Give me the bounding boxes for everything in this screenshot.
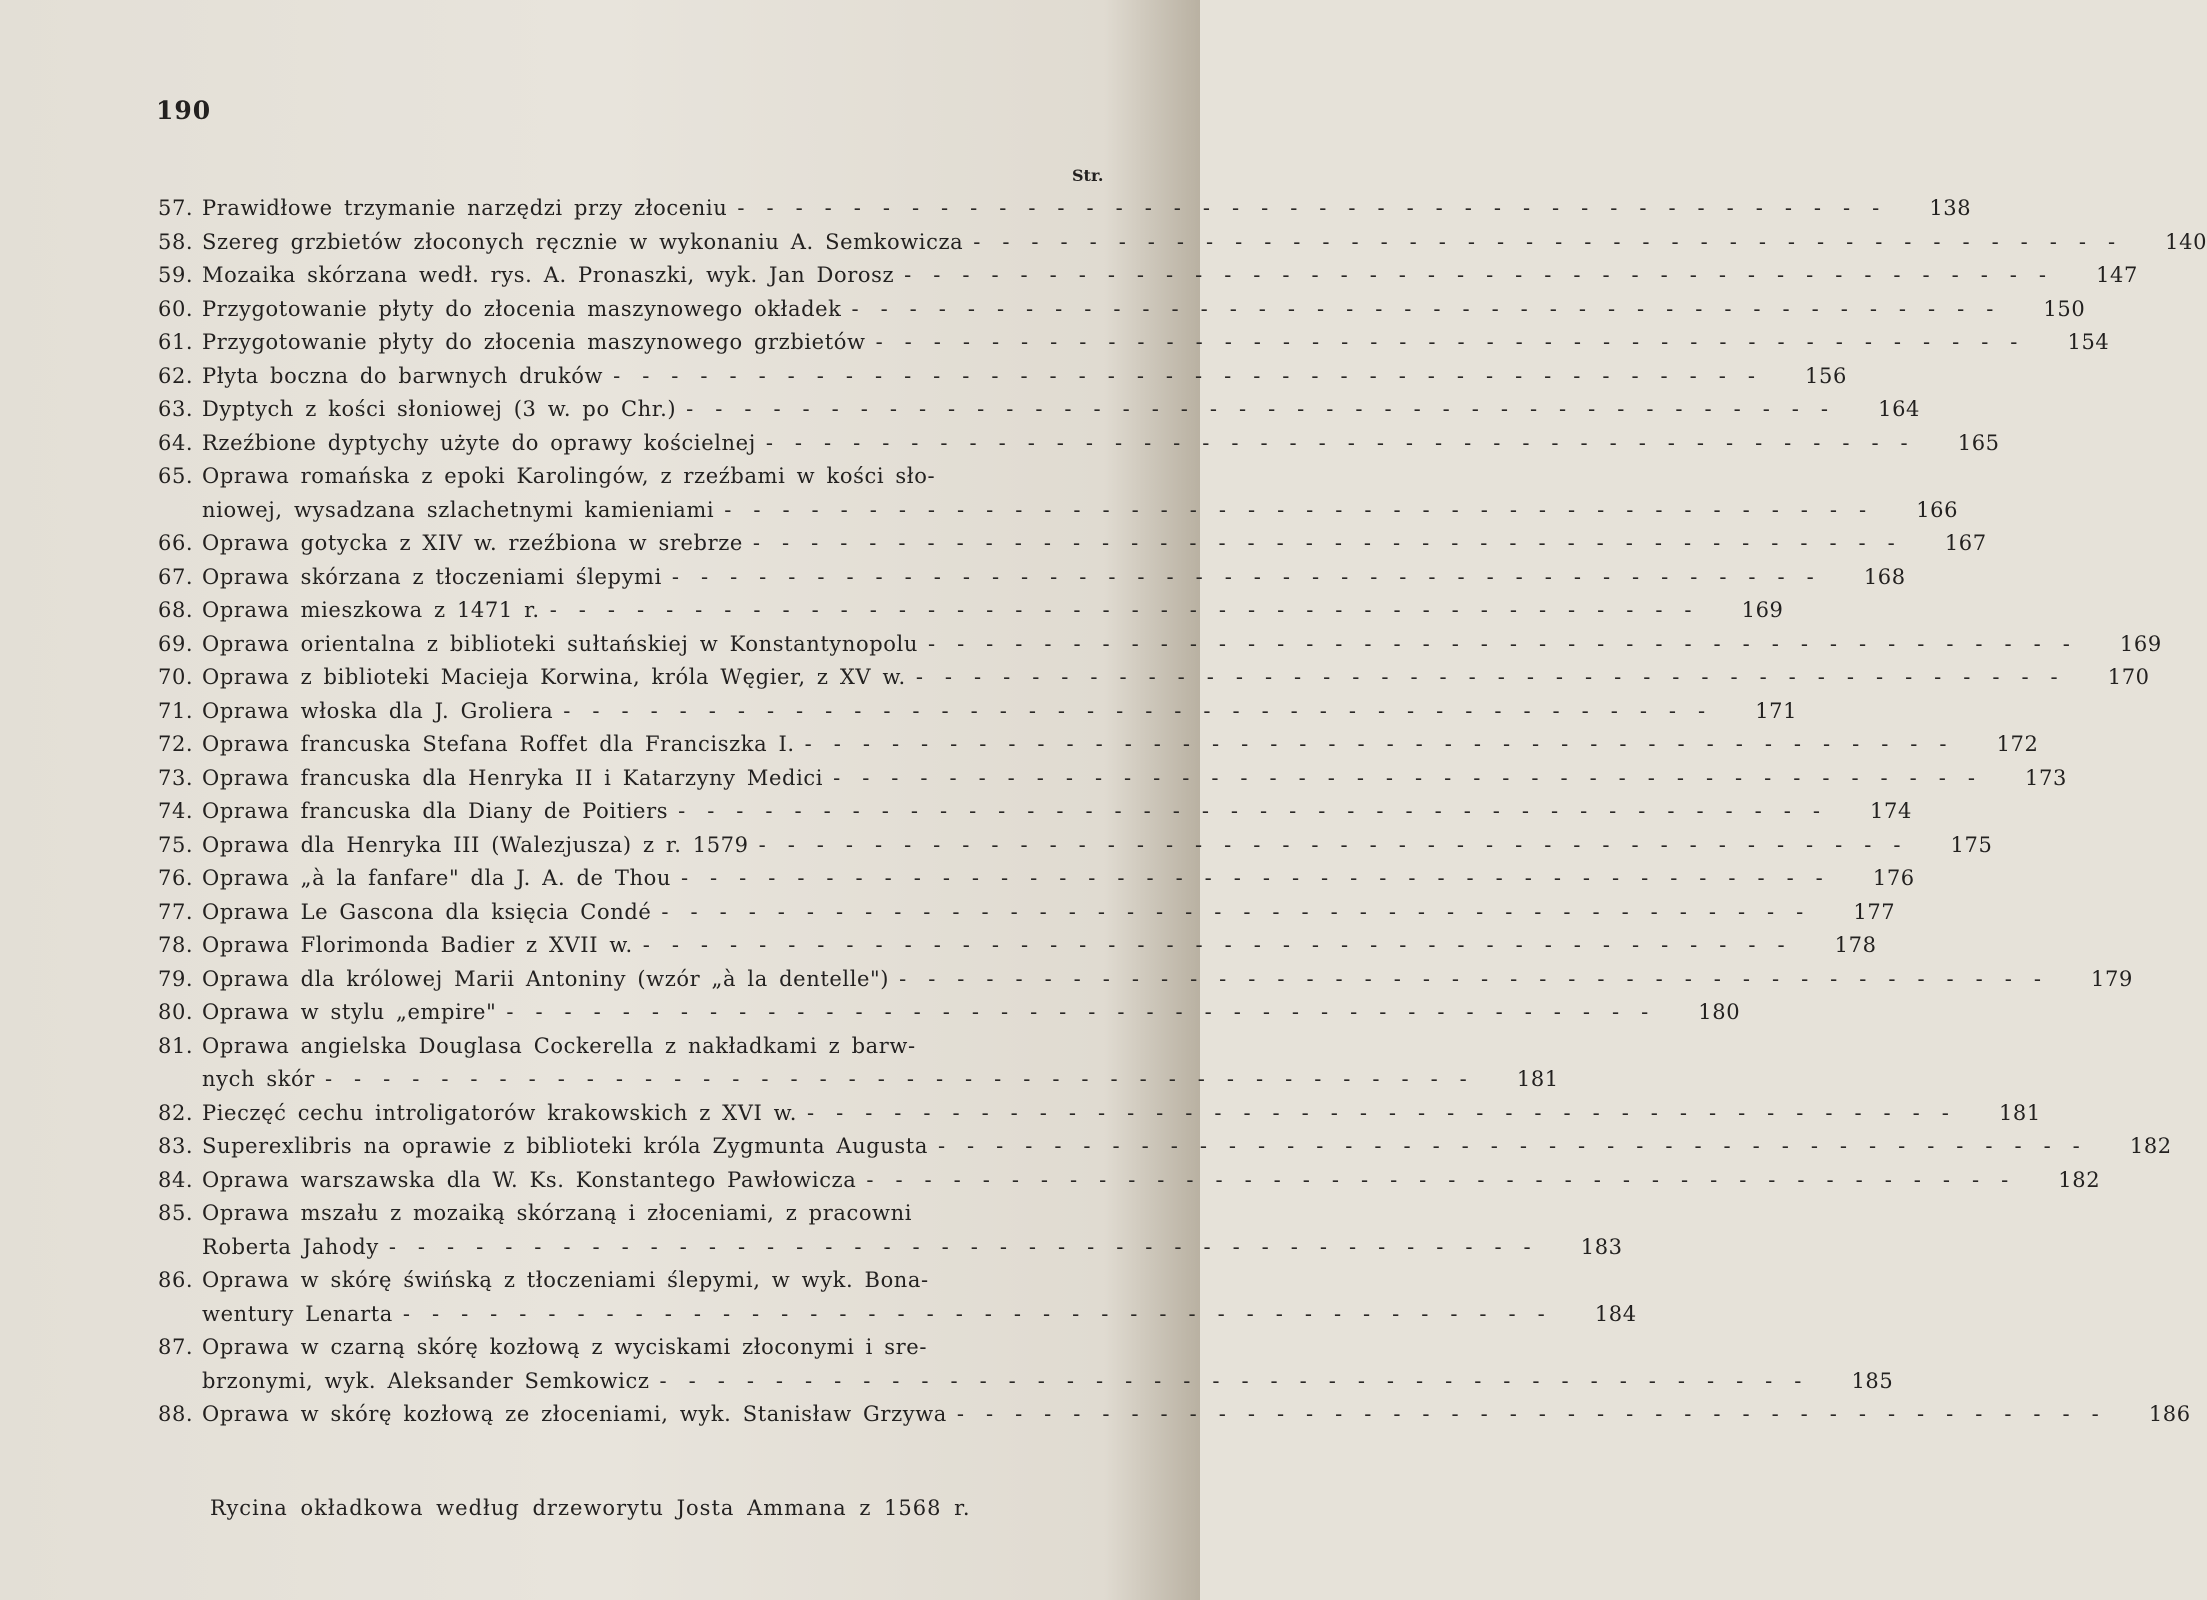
entry-last-line xyxy=(202,795,1912,829)
entry-title-line: Pieczęć cechu introligatorów krakowskich z XVI w. xyxy=(202,1100,798,1125)
entry-title-line: Oprawa francuska dla Henryka II i Katarzyny Medici xyxy=(202,765,824,790)
entry-title-line: Oprawa w stylu „empire" xyxy=(202,1000,497,1024)
entry-number: 81. xyxy=(158,1033,194,1058)
list-entry xyxy=(158,1097,2041,1131)
entry-page: 171 xyxy=(1755,698,1798,723)
entry-number: 85. xyxy=(158,1201,194,1225)
entry-page: 181 xyxy=(1998,1100,2041,1125)
entry-last-line xyxy=(202,527,1987,561)
entry-title-line: Oprawa włoska dla J. Groliera xyxy=(202,698,554,723)
list-entry xyxy=(158,1030,1559,1097)
list-entry xyxy=(158,460,1959,527)
entry-last-line xyxy=(202,293,2085,327)
list-entry xyxy=(158,192,1972,226)
entry-title-line: Oprawa w czarną skórę kozłową z wyciskami złoconymi i sre- xyxy=(202,1335,928,1359)
entry-last-line xyxy=(202,963,2133,997)
entry-body xyxy=(202,728,2038,762)
dot-leader: ---------------------------------------- xyxy=(563,698,1728,723)
entry-number: 65. xyxy=(158,464,194,488)
list-entry xyxy=(158,695,1798,729)
dot-leader: ---------------------------------------- xyxy=(724,497,1889,522)
entry-body xyxy=(202,192,1971,226)
entry-title-line: Przygotowanie płyty do złocenia maszynowego okładek xyxy=(202,296,842,321)
entry-title-line: niowej, wysadzana szlachetnymi kamieniami xyxy=(202,497,715,522)
entry-page: 168 xyxy=(1863,564,1906,589)
entry-number: 71. xyxy=(158,698,194,723)
list-entry xyxy=(158,795,1912,829)
entry-last-line xyxy=(202,1398,2191,1432)
entry-page: 156 xyxy=(1805,363,1847,388)
entry-page: 165 xyxy=(1957,430,2000,455)
entry-number: 79. xyxy=(158,966,194,991)
entry-number: 63. xyxy=(158,397,194,421)
entry-last-line xyxy=(202,393,1920,427)
entry-last-line xyxy=(202,829,1992,863)
entry-page: 147 xyxy=(2096,263,2138,287)
list-entry xyxy=(158,1331,1894,1398)
entry-last-line xyxy=(202,628,2162,662)
entry-page: 170 xyxy=(2107,665,2150,689)
list-entry xyxy=(158,1264,1637,1331)
entry-body xyxy=(202,1164,2100,1198)
entry-last-line xyxy=(202,996,1740,1030)
list-entry xyxy=(158,1398,2191,1432)
entry-number: 77. xyxy=(158,899,194,924)
dot-leader: ---------------------------------------- xyxy=(388,1234,1553,1259)
dot-leader: ---------------------------------------- xyxy=(904,263,2068,287)
entry-title-line: Rzeźbione dyptychy użyte do oprawy kościelnej xyxy=(202,430,756,455)
dot-leader: ---------------------------------------- xyxy=(549,598,1714,622)
entry-page: 169 xyxy=(1741,598,1784,622)
entry-last-line xyxy=(202,1063,1559,1097)
entry-last-line xyxy=(202,226,2207,260)
entry-title-line: Oprawa Le Gascona dla księcia Condé xyxy=(202,899,652,924)
entry-number: 84. xyxy=(158,1167,194,1192)
entry-body xyxy=(202,862,1915,896)
entry-body xyxy=(202,293,2085,327)
list-entry xyxy=(158,226,2207,260)
list-entry xyxy=(158,628,2162,662)
dot-leader: ---------------------------------------- xyxy=(899,966,2063,991)
entry-body xyxy=(202,1097,2041,1131)
entry-number: 64. xyxy=(158,430,194,455)
entry-body xyxy=(202,1197,1623,1264)
list-entry xyxy=(158,360,1847,394)
entry-last-line xyxy=(202,929,1877,963)
entry-page: 180 xyxy=(1698,1000,1741,1024)
list-entry xyxy=(158,1130,2172,1164)
entry-body xyxy=(202,527,1987,561)
entry-body xyxy=(202,427,2000,461)
entry-title-line: Szereg grzbietów złoconych ręcznie w wykonaniu A. Semkowicza xyxy=(202,229,964,254)
entry-last-line xyxy=(202,594,1784,628)
entry-page: 140 xyxy=(2165,229,2207,254)
list-entry xyxy=(158,728,2039,762)
entry-number: 87. xyxy=(158,1335,194,1359)
entry-page: 169 xyxy=(2119,631,2162,656)
entry-page: 181 xyxy=(1516,1067,1559,1091)
entry-last-line xyxy=(202,1164,2100,1198)
entry-page: 174 xyxy=(1870,799,1912,823)
list-entry xyxy=(158,1197,1623,1264)
list-entry xyxy=(158,829,1993,863)
dot-leader: ---------------------------------------- xyxy=(915,665,2080,689)
page-number: 190 xyxy=(156,96,212,125)
entry-number: 83. xyxy=(158,1134,194,1158)
entry-page: 138 xyxy=(1929,196,1972,220)
entry-title-line: Oprawa orientalna z biblioteki sułtańskiej w Konstantynopolu xyxy=(202,631,918,656)
entry-last-line xyxy=(202,192,1971,226)
page-column-header: Str. xyxy=(1072,166,1104,185)
entry-last-line xyxy=(202,360,1847,394)
entry-title-line: brzonymi, wyk. Aleksander Semkowicz xyxy=(202,1368,650,1393)
list-entry xyxy=(158,862,1915,896)
entry-number: 67. xyxy=(158,564,194,589)
entry-body xyxy=(202,326,2109,360)
list-entry xyxy=(158,661,2150,695)
dot-leader: ---------------------------------------- xyxy=(973,229,2138,254)
entry-number: 60. xyxy=(158,296,194,321)
dot-leader: ---------------------------------------- xyxy=(765,430,1930,455)
entry-number: 76. xyxy=(158,866,194,890)
entry-body xyxy=(202,762,2067,796)
entry-number: 58. xyxy=(158,229,194,254)
entry-last-line xyxy=(202,1097,2041,1131)
entry-last-line xyxy=(202,1298,1637,1332)
dot-leader: ---------------------------------------- xyxy=(737,196,1902,220)
dot-leader: ---------------------------------------- xyxy=(804,732,1969,756)
entry-number: 80. xyxy=(158,1000,194,1024)
entry-last-line xyxy=(202,1130,2172,1164)
entry-page: 177 xyxy=(1853,899,1896,924)
dot-leader: ---------------------------------------- xyxy=(758,832,1923,857)
list-entry xyxy=(158,527,1987,561)
entry-page: 182 xyxy=(2129,1134,2172,1158)
entry-title-line: Oprawa dla Henryka III (Walezjusza) z r. 1579 xyxy=(202,832,749,857)
list-entry xyxy=(158,896,1896,930)
entry-number: 68. xyxy=(158,598,194,622)
entry-body xyxy=(202,1130,2172,1164)
entry-last-line xyxy=(202,728,2038,762)
entry-title-line: Oprawa romańska z epoki Karolingów, z rzeźbami w kości sło- xyxy=(202,464,936,488)
entry-body xyxy=(202,896,1895,930)
entry-number: 70. xyxy=(158,665,194,689)
entry-title-line: Oprawa mszału z mozaiką skórzaną i złoceniami, z pracowni xyxy=(202,1201,913,1225)
entry-body xyxy=(202,259,2138,293)
entry-title-line: Oprawa w skórę świńską z tłoczeniami ślepymi, w wyk. Bona- xyxy=(202,1268,929,1292)
entry-body xyxy=(202,1331,1893,1398)
list-entry xyxy=(158,929,1877,963)
list-entry xyxy=(158,1164,2101,1198)
entry-last-line xyxy=(202,896,1895,930)
entry-title-line: Mozaika skórzana wedł. rys. A. Pronaszki, wyk. Jan Dorosz xyxy=(202,263,895,287)
dot-leader: ---------------------------------------- xyxy=(659,1368,1824,1393)
entry-number: 86. xyxy=(158,1268,194,1292)
entry-title-line: Oprawa skórzana z tłoczeniami ślepymi xyxy=(202,564,662,589)
dot-leader: ---------------------------------------- xyxy=(402,1301,1567,1326)
entry-body xyxy=(202,360,1847,394)
dot-leader: ---------------------------------------- xyxy=(851,296,2016,321)
entry-body xyxy=(202,695,1797,729)
entry-page: 179 xyxy=(2091,966,2133,991)
entry-body xyxy=(202,594,1784,628)
entry-body xyxy=(202,996,1740,1030)
entry-page: 164 xyxy=(1878,397,1920,421)
dot-leader: ---------------------------------------- xyxy=(752,531,1917,555)
list-entry xyxy=(158,259,2138,293)
entry-number: 69. xyxy=(158,631,194,656)
list-entry xyxy=(158,326,2110,360)
entry-last-line xyxy=(202,1365,1893,1399)
illustrations-list xyxy=(158,192,2207,1432)
entry-number: 82. xyxy=(158,1100,194,1125)
list-entry xyxy=(158,393,1920,427)
entry-body xyxy=(202,963,2133,997)
list-entry xyxy=(158,996,1741,1030)
entry-last-line xyxy=(202,561,1906,595)
entry-page: 166 xyxy=(1916,497,1959,522)
entry-title-line: Oprawa francuska Stefana Roffet dla Franciszka I. xyxy=(202,732,795,756)
entry-page: 185 xyxy=(1851,1368,1894,1393)
entry-title-line: Oprawa dla królowej Marii Antoniny (wzór „à la dentelle") xyxy=(202,966,890,991)
list-entry xyxy=(158,762,2067,796)
entry-number: 75. xyxy=(158,832,194,857)
list-entry xyxy=(158,594,1784,628)
dot-leader: ---------------------------------------- xyxy=(927,631,2092,656)
dot-leader: ---------------------------------------- xyxy=(671,564,1836,589)
entry-page: 167 xyxy=(1944,531,1987,555)
entry-page: 183 xyxy=(1580,1234,1623,1259)
dot-leader: ---------------------------------------- xyxy=(807,1100,1971,1125)
entry-number: 74. xyxy=(158,799,194,823)
entry-last-line xyxy=(202,762,2067,796)
entry-body xyxy=(202,795,1912,829)
entry-body xyxy=(202,1264,1637,1331)
entry-page: 154 xyxy=(2067,330,2110,354)
entry-last-line xyxy=(202,661,2150,695)
entry-body xyxy=(202,829,1992,863)
entry-body xyxy=(202,1030,1559,1097)
cover-illustration-note: Rycina okładkowa według drzeworytu Josta Ammana z 1568 r. xyxy=(210,1496,971,1520)
entry-body xyxy=(202,628,2162,662)
list-entry xyxy=(158,293,2086,327)
entry-title-line: Oprawa w skórę kozłową ze złoceniami, wyk. Stanisław Grzywa xyxy=(202,1402,947,1426)
entry-title-line: Przygotowanie płyty do złocenia maszynowego grzbietów xyxy=(202,330,866,354)
entry-last-line xyxy=(202,695,1797,729)
entry-page: 178 xyxy=(1834,933,1877,957)
entry-body xyxy=(202,393,1920,427)
entry-page: 173 xyxy=(2025,765,2067,790)
entry-last-line xyxy=(202,326,2109,360)
dot-leader: ---------------------------------------- xyxy=(661,899,1826,924)
entry-number: 66. xyxy=(158,531,194,555)
entry-number: 72. xyxy=(158,732,194,756)
dot-leader: ---------------------------------------- xyxy=(506,1000,1671,1024)
entry-body xyxy=(202,929,1877,963)
list-entry xyxy=(158,427,2000,461)
entry-title-line: Oprawa francuska dla Diany de Poitiers xyxy=(202,799,669,823)
dot-leader: ---------------------------------------- xyxy=(678,799,1842,823)
entry-title-line: Oprawa Florimonda Badier z XVII w. xyxy=(202,933,633,957)
entry-page: 186 xyxy=(2148,1402,2191,1426)
entry-number: 88. xyxy=(158,1402,194,1426)
entry-last-line xyxy=(202,862,1915,896)
entry-body xyxy=(202,1398,2191,1432)
entry-title-line: Roberta Jahody xyxy=(202,1234,379,1259)
dot-leader: ---------------------------------------- xyxy=(613,363,1777,388)
entry-title-line: Płyta boczna do barwnych druków xyxy=(202,363,604,388)
entry-number: 57. xyxy=(158,196,194,220)
dot-leader: ---------------------------------------- xyxy=(680,866,1845,890)
entry-title-line: Oprawa gotycka z XIV w. rzeźbiona w srebrze xyxy=(202,531,743,555)
entry-title-line: Oprawa mieszkowa z 1471 r. xyxy=(202,598,540,622)
list-entry xyxy=(158,963,2133,997)
entry-body xyxy=(202,460,1958,527)
entry-page: 182 xyxy=(2058,1167,2101,1192)
entry-title-line: Dyptych z kości słoniowej (3 w. po Chr.) xyxy=(202,397,677,421)
entry-last-line xyxy=(202,427,2000,461)
entry-last-line xyxy=(202,259,2138,293)
entry-body xyxy=(202,661,2150,695)
entry-title-line: wentury Lenarta xyxy=(202,1301,393,1326)
dot-leader: ---------------------------------------- xyxy=(866,1167,2031,1192)
entry-number: 59. xyxy=(158,263,194,287)
entry-title-line: Oprawa angielska Douglasa Cockerella z nakładkami z barw- xyxy=(202,1033,916,1058)
entry-number: 62. xyxy=(158,363,194,388)
entry-title-line: Oprawa warszawska dla W. Ks. Konstantego Pawłowicza xyxy=(202,1167,857,1192)
dot-leader: ---------------------------------------- xyxy=(833,765,1997,790)
entry-last-line xyxy=(202,1231,1623,1265)
entry-number: 78. xyxy=(158,933,194,957)
entry-body xyxy=(202,561,1906,595)
list-entry xyxy=(158,561,1906,595)
entry-title-line: nych skór xyxy=(202,1067,315,1091)
entry-number: 61. xyxy=(158,330,194,354)
entry-title-line: Oprawa z biblioteki Macieja Korwina, króla Węgier, z XV w. xyxy=(202,665,906,689)
dot-leader: ---------------------------------------- xyxy=(324,1067,1489,1091)
entry-page: 172 xyxy=(1996,732,2039,756)
entry-body xyxy=(202,226,2207,260)
entry-title-line: Superexlibris na oprawie z biblioteki króla Zygmunta Augusta xyxy=(202,1134,928,1158)
entry-title-line: Prawidłowe trzymanie narzędzi przy złoceniu xyxy=(202,196,728,220)
dot-leader: ---------------------------------------- xyxy=(956,1402,2121,1426)
dot-leader: ---------------------------------------- xyxy=(642,933,1807,957)
entry-page: 184 xyxy=(1594,1301,1637,1326)
dot-leader: ---------------------------------------- xyxy=(875,330,2040,354)
entry-page: 150 xyxy=(2043,296,2086,321)
entry-number: 73. xyxy=(158,765,194,790)
entry-title-line: Oprawa „à la fanfare" dla J. A. de Thou xyxy=(202,866,671,890)
entry-page: 175 xyxy=(1950,832,1993,857)
dot-leader: ---------------------------------------- xyxy=(937,1134,2102,1158)
entry-last-line xyxy=(202,494,1958,528)
entry-page: 176 xyxy=(1872,866,1915,890)
dot-leader: ---------------------------------------- xyxy=(686,397,1850,421)
